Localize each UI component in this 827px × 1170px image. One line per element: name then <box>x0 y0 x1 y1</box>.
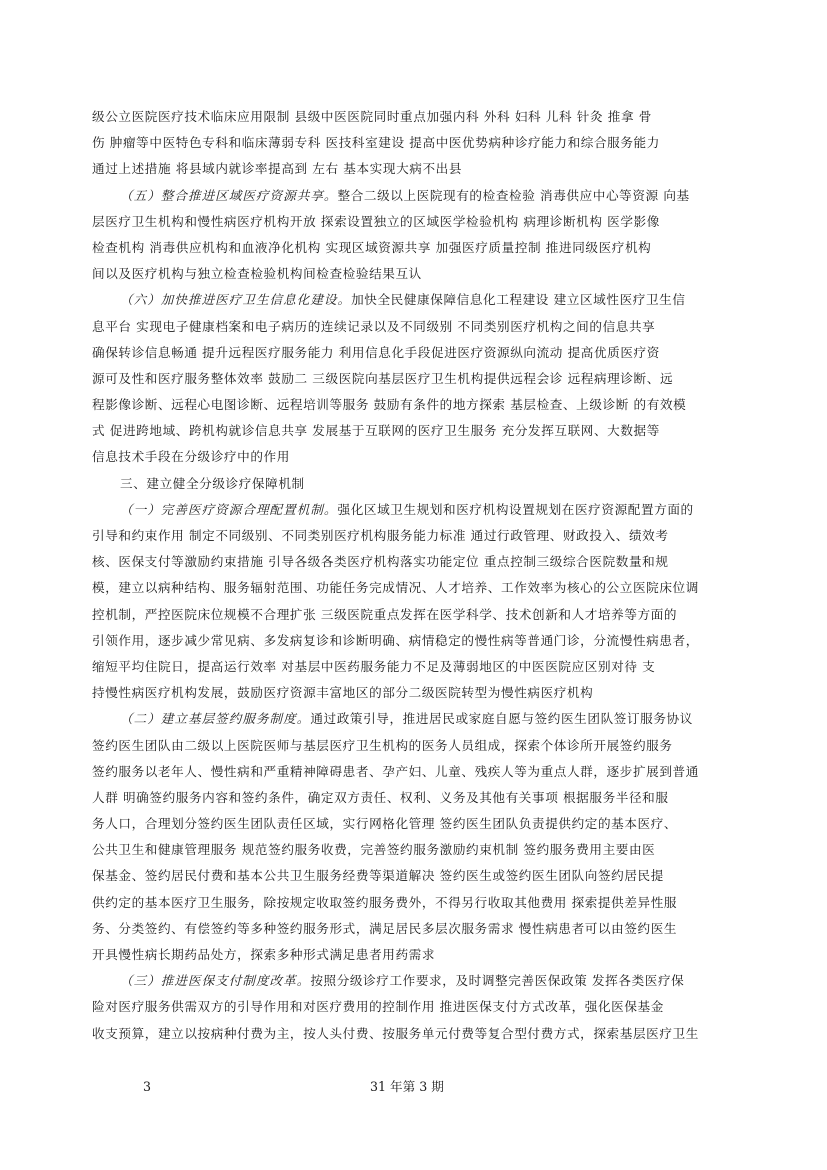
text-line <box>92 287 742 313</box>
text-line <box>92 418 742 444</box>
line-text: 通过上述措施 将县域内就诊率提高到 左右 基本实现大病不出县 <box>92 161 463 177</box>
text-line <box>92 680 742 706</box>
text-line <box>92 156 742 182</box>
section-lead: （一）完善医疗资源合理配置机制。 <box>120 501 338 517</box>
line-text: 核、医保支付等激励约束措施 引导各级各类医疗机构落实功能定位 重点控制三级综合医院数量和规 <box>92 554 669 570</box>
text-line <box>92 863 742 889</box>
line-text: 程影像诊断、远程心电图诊断、远程培训等服务 鼓励有条件的地方探索 基层检查、上级诊断 的有效模 <box>92 397 687 413</box>
document-body <box>92 104 742 1047</box>
text-line <box>92 575 742 601</box>
text-line <box>92 733 742 759</box>
text-line <box>92 261 742 287</box>
line-text: 检查机构 消毒供应机构和血液净化机构 实现区域资源共享 加强医疗质量控制 推进同级医疗机构 <box>92 239 652 255</box>
line-text: 式 促进跨地域、跨机构就诊信息共享 发展基于互联网的医疗卫生服务 充分发挥互联网、大数据等 <box>92 423 660 439</box>
line-text: 按照分级诊疗工作要求，及时调整完善医保政策 发挥各类医疗保 <box>310 973 685 989</box>
line-text: 控机制，严控医院床位规模不合理扩张 三级医院重点发挥在医学科学、技术创新和人才培养等方面的 <box>92 606 678 622</box>
line-text: 通过政策引导，推进居民或家庭自愿与签约医生团队签订服务协议 <box>310 711 693 727</box>
text-line <box>92 392 742 418</box>
text-line <box>92 785 742 811</box>
line-text: 层医疗卫生机构和慢性病医疗机构开放 探索设置独立的区域医学检验机构 病理诊断机构 医学影像 <box>92 213 660 229</box>
line-text: 加快全民健康保障信息化工程建设 建立区域性医疗卫生信 <box>351 292 686 308</box>
text-line <box>92 602 742 628</box>
line-text: 务、分类签约、有偿签约等多种签约服务形式，满足居民多层次服务需求 慢性病患者可以由签约医生 <box>92 920 678 936</box>
line-text: 确保转诊信息畅通 提升远程医疗服务能力 利用信息化手段促进医疗资源纵向流动 提高优质医疗资 <box>92 344 660 360</box>
line-text: 务人口，合理划分签约医生团队责任区域，实行网格化管理 签约医生团队负责提供约定的基本医疗、 <box>92 816 678 832</box>
line-text: 源可及性和医疗服务整体效率 鼓励二 三级医院向基层医疗卫生机构提供远程会诊 远程病理诊断、远 <box>92 370 674 386</box>
text-line <box>92 183 742 209</box>
text-line <box>92 340 742 366</box>
line-text: 公共卫生和健康管理服务 规范签约服务收费，完善签约服务激励约束机制 签约服务费用主要由医 <box>92 842 656 858</box>
text-line <box>92 104 742 130</box>
line-text: 整合二级以上医院现有的检查检验 消毒供应中心等资源 向基 <box>337 187 690 203</box>
line-text: 开具慢性病长期药品处方，探索多种形式满足患者用药需求 <box>92 947 436 962</box>
section-lead: （六）加快推进医疗卫生信息化建设。 <box>120 292 352 308</box>
text-line <box>92 654 742 680</box>
text-line <box>92 549 742 575</box>
text-line <box>92 444 742 470</box>
line-text: 持慢性病医疗机构发展，鼓励医疗资源丰富地区的部分二级医院转型为慢性病医疗机构 <box>92 685 594 701</box>
line-text: 签约医生团队由二级以上医院医师与基层医疗卫生机构的医务人员组成，探索个体诊所开展签约服务 <box>92 737 673 753</box>
text-line <box>92 968 742 994</box>
text-line <box>92 130 742 156</box>
text-line <box>92 523 742 549</box>
text-line <box>92 497 742 523</box>
text-line <box>92 235 742 261</box>
section-lead: （三）推进医保支付制度改革。 <box>120 973 311 989</box>
text-line <box>92 994 742 1020</box>
text-line <box>92 916 742 942</box>
page-number: 3 <box>143 1079 152 1094</box>
text-line <box>92 366 742 392</box>
line-text: 人群 明确签约服务内容和签约条件，确定双方责任、权利、义务及其他有关事项 根据服务半径和服 <box>92 789 669 805</box>
page-footer <box>0 1077 827 1097</box>
line-text: 收支预算，建立以按病种付费为主，按人头付费、按服务单元付费等复合型付费方式，探索基层医疗卫生 <box>92 1025 699 1041</box>
line-text: 签约服务以老年人、慢性病和严重精神障碍患者、孕产妇、儿童、残疾人等为重点人群，逐步扩展到普通 <box>92 763 699 779</box>
line-text: 级公立医院医疗技术临床应用限制 县级中医医院同时重点加强内科 外科 妇科 儿科 针灸 推拿 骨 <box>92 109 652 124</box>
line-text: 三、建立健全分级诊疗保障机制 <box>120 475 305 491</box>
text-line <box>92 890 742 916</box>
text-line <box>92 1021 742 1047</box>
line-text: 缩短平均住院日，提高运行效率 对基层中医药服务能力不足及薄弱地区的中医医院应区别对待 支 <box>92 658 656 674</box>
text-line <box>92 759 742 785</box>
line-text: 信息技术手段在分级诊疗中的作用 <box>92 449 290 465</box>
line-text: 保基金、签约居民付费和基本公共卫生服务经费等渠道解决 签约医生或签约医生团队向签约居民提 <box>92 868 664 884</box>
line-text: 息平台 实现电子健康档案和电子病历的连续记录以及不同级别 不同类别医疗机构之间的信息共享 <box>92 318 656 334</box>
text-line <box>92 209 742 235</box>
text-line <box>92 314 742 340</box>
text-line <box>92 942 742 968</box>
text-line <box>92 811 742 837</box>
text-line <box>92 706 742 732</box>
text-line <box>92 471 742 497</box>
line-text: 伤 肿瘤等中医特色专科和临床薄弱专科 医技科室建设 提高中医优势病种诊疗能力和综合服务能力 <box>92 135 660 151</box>
section-lead: （二）建立基层签约服务制度。 <box>120 711 311 727</box>
line-text: 模，建立以病种结构、服务辐射范围、功能任务完成情况、人才培养、工作效率为核心的公立医院床位调 <box>92 580 699 596</box>
line-text: 引导和约束作用 制定不同级别、不同类别医疗机构服务能力标准 通过行政管理、财政投入、绩效考 <box>92 528 669 543</box>
line-text: 强化区域卫生规划和医疗机构设置规划在医疗资源配置方面的 <box>337 501 694 517</box>
line-text: 间以及医疗机构与独立检查检验机构间检查检验结果互认 <box>92 266 422 282</box>
issue-label: 31 年第 3 期 <box>370 1079 444 1094</box>
line-text: 引领作用，逐步减少常见病、多发病复诊和诊断明确、病情稳定的慢性病等普通门诊，分流慢性病患者， <box>92 632 699 648</box>
line-text: 险对医疗服务供需双方的引导作用和对医疗费用的控制作用 推进医保支付方式改革，强化医保基金 <box>92 999 664 1015</box>
section-lead: （五）整合推进区域医疗资源共享。 <box>120 187 338 203</box>
text-line <box>92 837 742 863</box>
line-text: 供约定的基本医疗卫生服务，除按规定收取签约服务费外，不得另行收取其他费用 探索提供差异性服 <box>92 894 678 910</box>
text-line <box>92 628 742 654</box>
